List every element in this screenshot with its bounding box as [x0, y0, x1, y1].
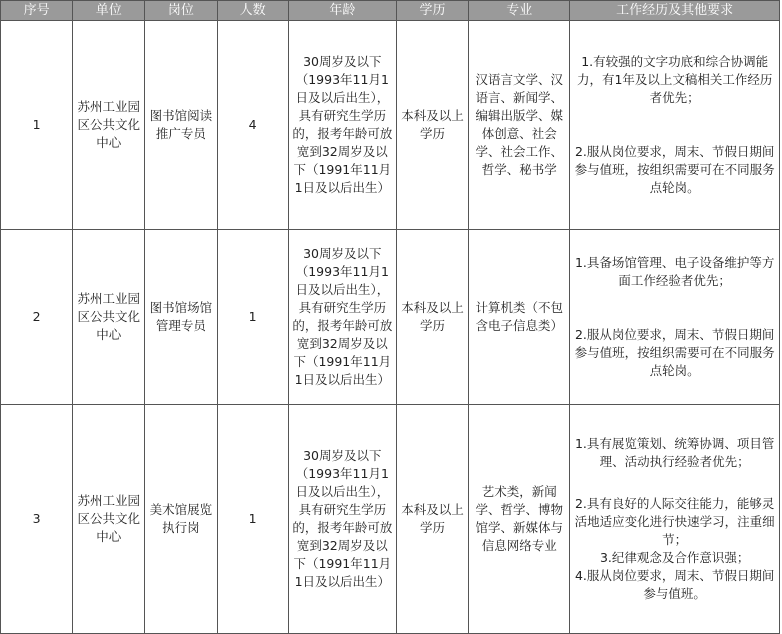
cell-age: 30周岁及以下（1993年11月1日及以后出生），具有研究生学历的，报考年龄可放宽到32周岁及以下（1991年11月1日及以后出生）	[288, 230, 396, 405]
cell-major: 艺术类，新闻学、哲学、博物馆学、新媒体与信息网络专业	[469, 405, 570, 634]
cell-count: 1	[217, 405, 288, 634]
cell-requirements	[570, 21, 780, 230]
requirement-item: 1.具有展览策划、统筹协调、项目管理、活动执行经验者优先；	[574, 436, 775, 469]
table-row	[1, 230, 780, 405]
spacer	[572, 125, 777, 143]
requirement-item: 1.具备场馆管理、电子设备维护等方面工作经验者优先；	[574, 255, 775, 288]
cell-education: 本科及以上学历	[396, 230, 468, 405]
table-row	[1, 405, 780, 634]
header-unit: 单位	[73, 1, 145, 21]
cell-unit: 苏州工业园区公共文化中心	[73, 405, 145, 634]
cell-post: 美术馆展览执行岗	[145, 405, 217, 634]
header-post: 岗位	[145, 1, 217, 21]
cell-post: 图书馆阅读推广专员	[145, 21, 217, 230]
cell-age: 30周岁及以下（1993年11月1日及以后出生），具有研究生学历的，报考年龄可放宽到32周岁及以下（1991年11月1日及以后出生）	[288, 405, 396, 634]
cell-unit: 苏州工业园区公共文化中心	[73, 21, 145, 230]
requirement-item: 2.具有良好的人际交往能力，能够灵活地适应变化进行快速学习，注重细节；	[574, 496, 775, 547]
cell-education: 本科及以上学历	[396, 21, 468, 230]
cell-major: 汉语言文学、汉语言、新闻学、编辑出版学、媒体创意、社会学、社会工作、哲学、秘书学	[469, 21, 570, 230]
cell-no: 1	[1, 21, 73, 230]
header-requirements: 工作经历及其他要求	[570, 1, 780, 21]
requirement-item: 2.服从岗位要求，周末、节假日期间参与值班，按组织需要可在不同服务点轮岗。	[574, 144, 775, 195]
requirement-item: 3.纪律观念及合作意识强；	[599, 550, 750, 565]
cell-requirements	[570, 230, 780, 405]
table-row	[1, 21, 780, 230]
header-no: 序号	[1, 1, 73, 21]
cell-requirements	[570, 405, 780, 634]
header-education: 学历	[396, 1, 468, 21]
cell-major: 计算机类（不包含电子信息类）	[469, 230, 570, 405]
cell-post: 图书馆场馆管理专员	[145, 230, 217, 405]
header-major: 专业	[469, 1, 570, 21]
requirement-item: 1.有较强的文字功底和综合协调能力，有1年及以上文稿相关工作经历者优先；	[576, 54, 773, 105]
cell-no: 2	[1, 230, 73, 405]
cell-education: 本科及以上学历	[396, 405, 468, 634]
cell-no: 3	[1, 405, 73, 634]
cell-unit: 苏州工业园区公共文化中心	[73, 230, 145, 405]
cell-count: 1	[217, 230, 288, 405]
cell-age: 30周岁及以下（1993年11月1日及以后出生），具有研究生学历的，报考年龄可放宽到32周岁及以下（1991年11月1日及以后出生）	[288, 21, 396, 230]
requirement-item: 4.服从岗位要求，周末、节假日期间参与值班。	[574, 568, 775, 601]
cell-count: 4	[217, 21, 288, 230]
header-count: 人数	[217, 1, 288, 21]
spacer	[572, 308, 777, 326]
spacer	[572, 290, 777, 308]
header-age: 年龄	[288, 1, 396, 21]
header-row	[1, 1, 780, 21]
requirement-item: 2.服从岗位要求，周末、节假日期间参与值班，按组织需要可在不同服务点轮岗。	[574, 327, 775, 378]
spacer	[572, 107, 777, 125]
spacer	[572, 471, 777, 489]
